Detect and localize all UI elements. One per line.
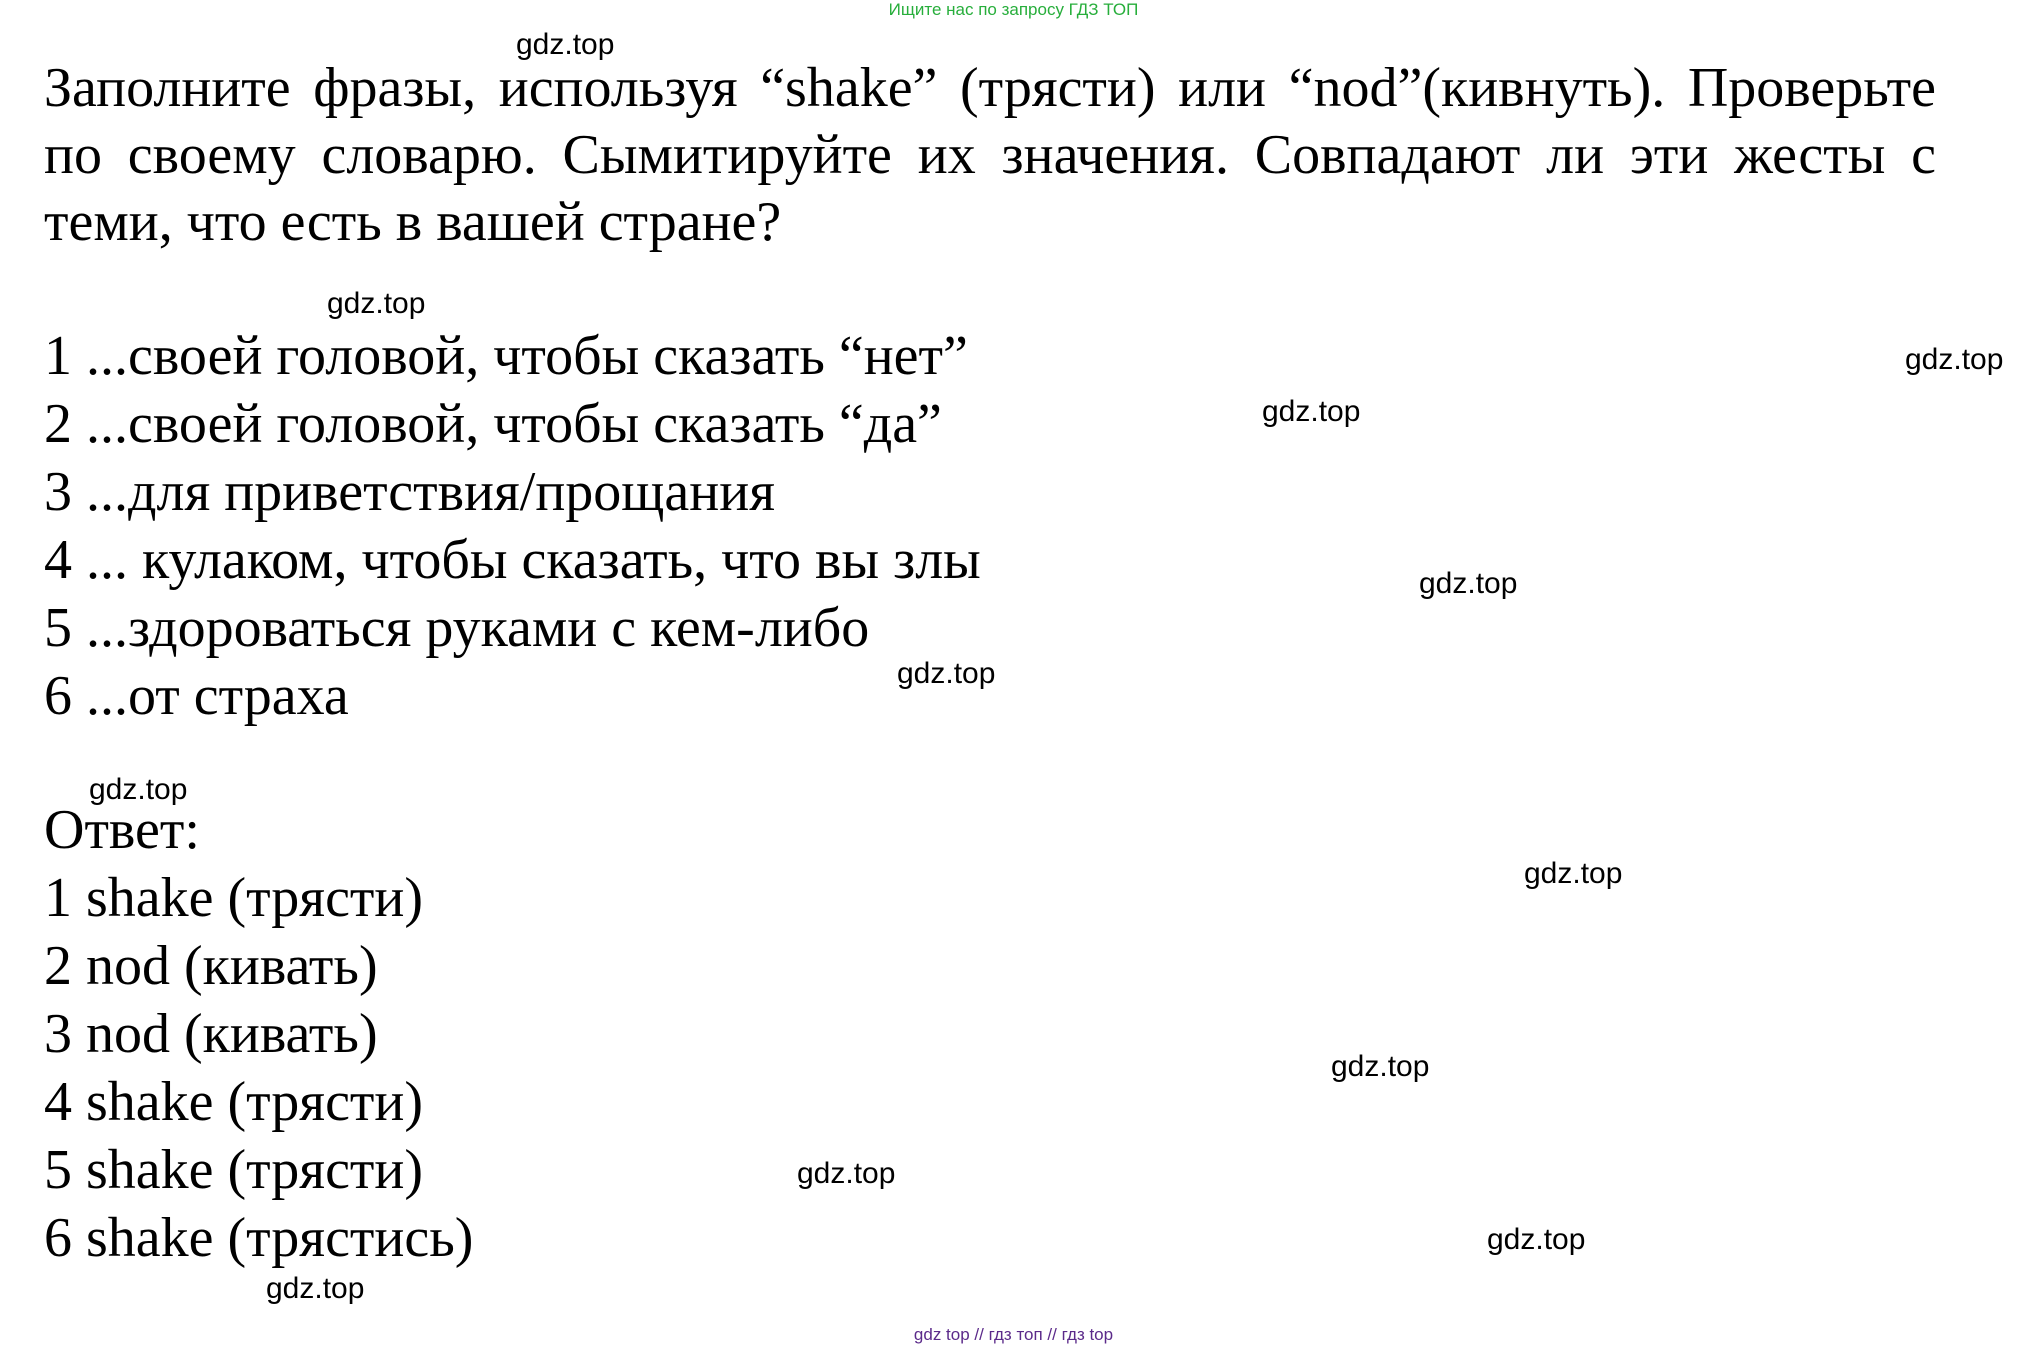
watermark: gdz.top	[1331, 1050, 1430, 1083]
watermark: gdz.top	[1419, 567, 1518, 600]
watermark: gdz.top	[327, 287, 426, 320]
phrase-item: 3 ...для приветствия/прощания	[44, 461, 775, 523]
phrase-list	[44, 322, 981, 730]
top-banner: Ищите нас по запросу ГДЗ ТОП	[888, 0, 1139, 19]
task-text: Заполните фразы, используя “shake” (трясти) или “nod”(кивнуть). Проверьте по своему словарю. Сымитируйте их значения. Совпадают ли эти жесты с теми, что есть в вашей стране?	[44, 57, 1936, 253]
phrase-item: 5 ...здороваться руками с кем-либо	[44, 597, 870, 659]
watermark: gdz.top	[1262, 395, 1361, 428]
footer-links: gdz top // гдз топ // гдз top	[913, 1325, 1114, 1344]
watermark: gdz.top	[266, 1272, 365, 1305]
watermark: gdz.top	[1905, 343, 2004, 376]
watermark: gdz.top	[516, 28, 615, 61]
answer-item: 5 shake (трясти)	[44, 1139, 424, 1201]
answer-item: 4 shake (трясти)	[44, 1071, 424, 1133]
watermark: gdz.top	[89, 773, 188, 806]
answer-item: 3 nod (кивать)	[44, 1003, 378, 1065]
answer-heading: Ответ:	[44, 799, 200, 861]
phrase-item: 1 ...своей головой, чтобы сказать “нет”	[44, 325, 968, 387]
answer-item: 6 shake (трястись)	[44, 1207, 474, 1269]
watermark: gdz.top	[897, 657, 996, 690]
phrase-item: 2 ...своей головой, чтобы сказать “да”	[44, 393, 942, 455]
answer-item: 1 shake (трясти)	[44, 867, 424, 929]
watermark: gdz.top	[797, 1157, 896, 1190]
watermark: gdz.top	[1524, 857, 1623, 890]
phrase-item: 4 ... кулаком, чтобы сказать, что вы злы	[44, 529, 981, 591]
phrase-item: 6 ...от страха	[44, 665, 349, 727]
answer-item: 2 nod (кивать)	[44, 935, 378, 997]
watermark: gdz.top	[1487, 1223, 1586, 1256]
answer-list	[44, 864, 473, 1272]
